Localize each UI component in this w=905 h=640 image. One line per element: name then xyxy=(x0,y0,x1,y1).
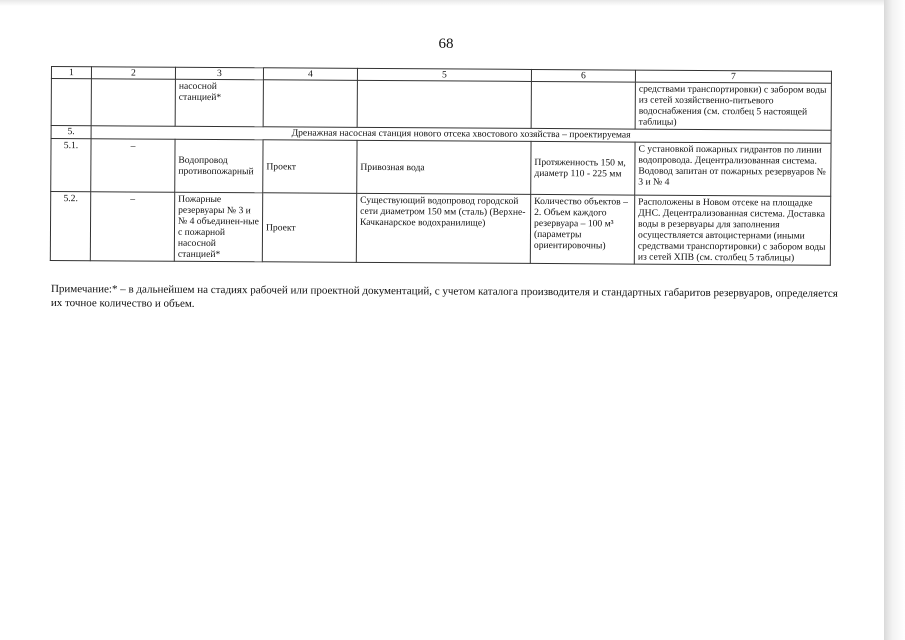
row-col2: – xyxy=(91,139,175,193)
row-notes: Расположены в Новом отсеке на площадке ДНС. Децентрализованная система. Доставка воды в резервуары для заполнения осуществляется автоцистернами (иными средствами транспортировки) с забором воды из сетей ХПВ (см. столбец 5 таблицы) xyxy=(634,195,830,265)
column-number-7: 7 xyxy=(635,70,831,83)
row-parameters: Количество объектов – 2. Объем каждого резервуара – 100 м³ (параметры ориентировочны) xyxy=(530,195,634,265)
section-title: Дренажная насосная станция нового отсека хвостового хозяйства – проектируемая xyxy=(91,126,831,144)
row-col2: – xyxy=(90,192,174,262)
table-row xyxy=(50,192,830,266)
row-number: 5.1. xyxy=(51,139,91,192)
column-number-2: 2 xyxy=(91,67,175,80)
column-number-1: 1 xyxy=(51,67,91,79)
row-notes: С установкой пожарных гидрантов по линии водопровода. Децентрализованная система. Водовод запитан от пожарных резервуаров № 3 и № 4 xyxy=(635,142,831,196)
column-number-3: 3 xyxy=(175,67,263,80)
scan-page-edge xyxy=(884,0,905,640)
scan-top-shadow xyxy=(0,0,905,6)
row-number: 5.2. xyxy=(50,192,90,261)
column-number-5: 5 xyxy=(357,68,531,81)
row-object-name: Пожарные резервуары № 3 и № 4 объединен-ные с пожарной насосной станцией* xyxy=(174,192,262,262)
row-water-source: Привозная вода xyxy=(357,141,531,195)
row-parameters: Протяженность 150 м, диаметр 110 - 225 мм xyxy=(531,142,635,196)
continuation-col3: насосной станцией* xyxy=(175,79,263,127)
page-number: 68 xyxy=(438,36,454,52)
table-cell xyxy=(263,80,357,128)
row-status: Проект xyxy=(262,193,356,263)
document-table xyxy=(50,66,832,266)
table-cell xyxy=(51,79,91,126)
row-object-name: Водопровод противопожарный xyxy=(175,139,263,193)
row-water-source: Существующий водопровод городской сети диаметром 150 мм (сталь) (Верхне-Качканарское водохранилище) xyxy=(356,194,530,264)
table-cell xyxy=(357,80,531,128)
continuation-row xyxy=(51,79,831,131)
continuation-col7: средствами транспортировки) с забором воды из сетей хозяйственно-питьевого водоснабжения (см. столбец 5 настоящей таблицы) xyxy=(635,82,831,130)
table-cell xyxy=(91,79,175,127)
section-number: 5. xyxy=(51,126,91,139)
column-number-6: 6 xyxy=(531,69,635,82)
table-cell xyxy=(531,81,635,129)
footnote: Примечание:* – в дальнейшем на стадиях рабочей или проектной документаций, с учетом каталога производителя и стандартных габаритов резервуаров, определяется их точное количество и объем. xyxy=(50,283,838,310)
row-status: Проект xyxy=(263,140,357,194)
table-row xyxy=(51,139,831,197)
column-number-4: 4 xyxy=(263,68,357,81)
